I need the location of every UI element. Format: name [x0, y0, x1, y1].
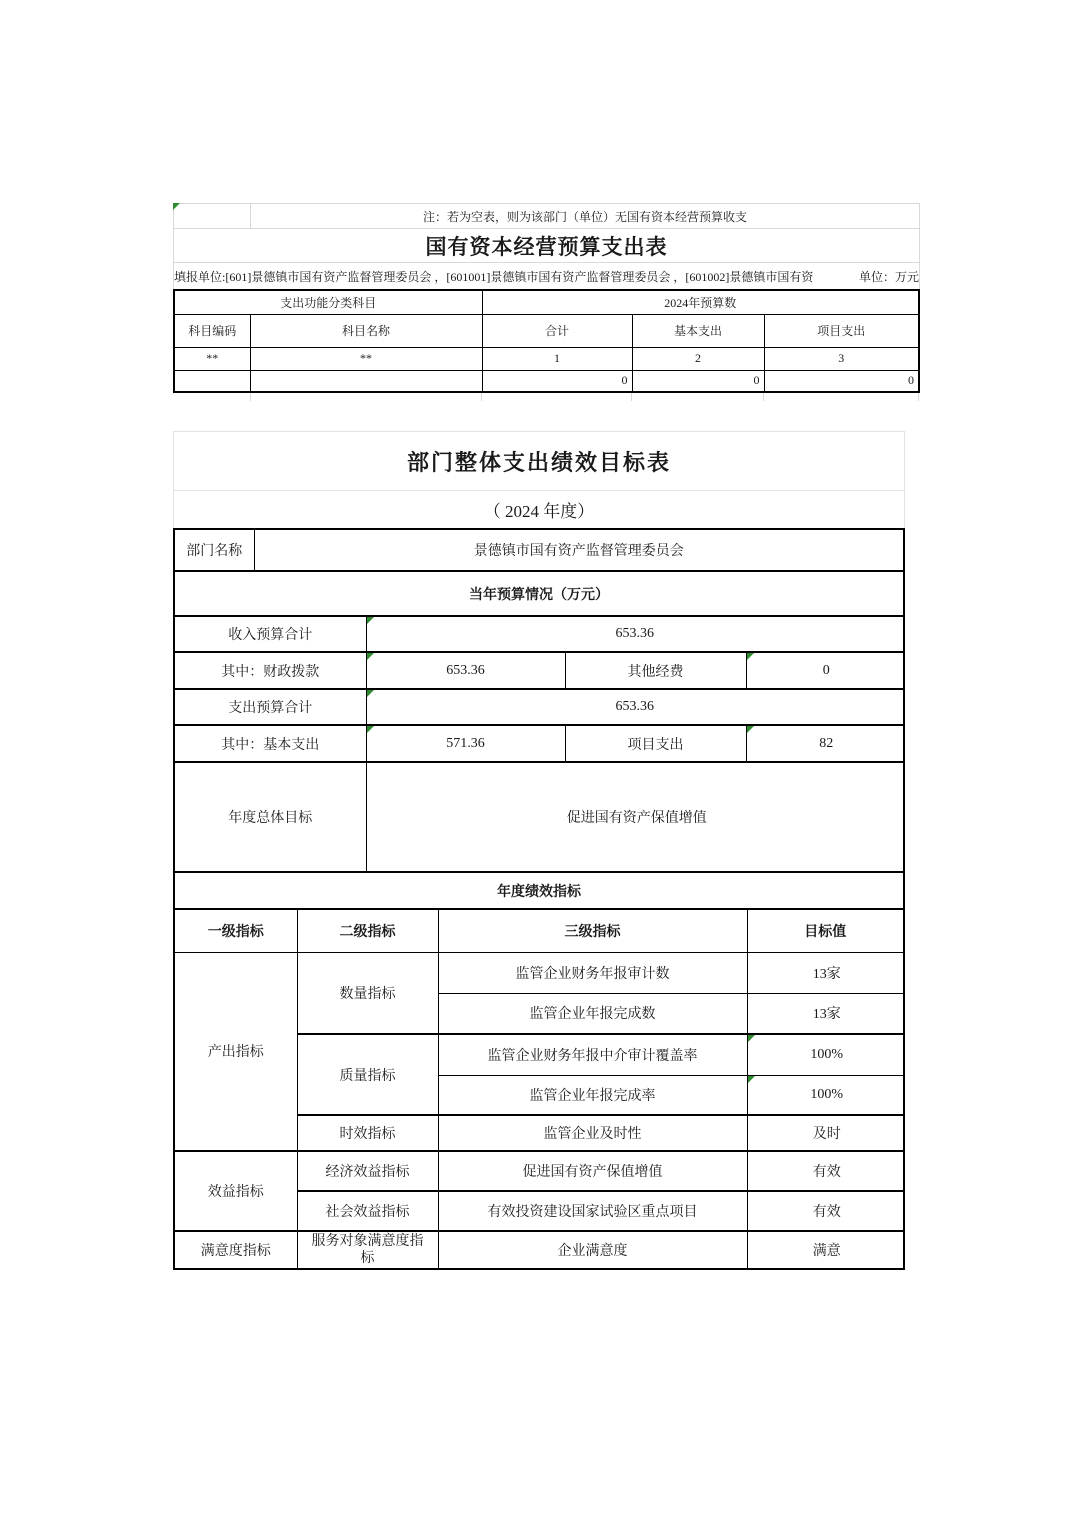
basic-expense-label: 其中：基本支出 — [175, 725, 366, 762]
fiscal-row — [175, 652, 903, 689]
project-expense-value: 82 — [746, 725, 903, 762]
level3-indicator: 促进国有资产保值增值 — [438, 1151, 747, 1191]
dept-name-value: 景德镇市国有资产监督管理委员会 — [254, 530, 903, 571]
col-header-total: 合计 — [482, 314, 632, 347]
target-value: 13家 — [747, 952, 903, 993]
indicators-section-title: 年度绩效指标 — [175, 872, 903, 909]
budget-section-table — [175, 572, 903, 910]
level2-service-satisfaction: 服务对象满意度指标 — [297, 1231, 438, 1268]
dept-name-label: 部门名称 — [175, 530, 254, 571]
income-total-value: 653.36 — [366, 616, 903, 652]
fiscal-label: 其中：财政拨款 — [175, 652, 366, 689]
level2-economic: 经济效益指标 — [297, 1151, 438, 1191]
target-value: 13家 — [747, 993, 903, 1034]
table2-title-area — [173, 431, 905, 528]
budget-section-title: 当年预算情况（万元） — [175, 572, 903, 616]
header-level2: 二级指标 — [297, 910, 438, 952]
table1-column-header-row — [174, 314, 919, 347]
table1-note: 注：若为空表，则为该部门（单位）无国有资本经营预算收支 — [422, 209, 747, 224]
level3-indicator: 监管企业财务年报审计数 — [438, 952, 747, 993]
budget-section-header-row — [175, 572, 903, 616]
level3-indicator: 监管企业及时性 — [438, 1115, 747, 1151]
basic-expense-row — [175, 725, 903, 762]
cell-flag-icon — [747, 726, 754, 733]
func-class-group-header: 支出功能分类科目 — [174, 290, 482, 314]
level3-indicator: 监管企业财务年报中介审计覆盖率 — [438, 1034, 747, 1075]
table-row — [175, 1151, 903, 1191]
cell-flag-icon — [367, 617, 374, 624]
table-row — [175, 1231, 903, 1268]
performance-target-table-block — [173, 431, 905, 1270]
other-funds-label: 其他经费 — [565, 652, 746, 689]
dept-name-table — [175, 530, 903, 572]
table1-title: 国有资本经营预算支出表 — [174, 229, 919, 263]
annual-goal-row — [175, 762, 903, 872]
cell-basic: 0 — [632, 370, 764, 392]
table2-title: 部门整体支出绩效目标表 — [174, 432, 904, 491]
cell-flag-icon — [367, 653, 374, 660]
level1-benefit: 效益指标 — [175, 1151, 297, 1231]
target-value: 100% — [747, 1034, 903, 1075]
level3-indicator: 有效投资建设国家试验区重点项目 — [438, 1191, 747, 1231]
cell-flag-icon — [367, 726, 374, 733]
annual-goal-value: 促进国有资产保值增值 — [366, 762, 903, 872]
col-header-name: 科目名称 — [250, 314, 482, 347]
table1-unit-row — [174, 263, 919, 289]
target-value: 及时 — [747, 1115, 903, 1151]
col-header-project: 项目支出 — [764, 314, 919, 347]
level2-quality: 质量指标 — [297, 1034, 438, 1115]
indicators-table — [175, 910, 903, 1268]
target-value: 有效 — [747, 1191, 903, 1231]
project-expense-label: 项目支出 — [565, 725, 746, 762]
other-funds-value: 0 — [746, 652, 903, 689]
level1-satisfaction: 满意度指标 — [175, 1231, 297, 1268]
table-row — [174, 347, 919, 370]
cell-name: ** — [250, 347, 482, 370]
header-level1: 一级指标 — [175, 910, 297, 952]
basic-expense-value: 571.36 — [366, 725, 565, 762]
expense-total-label: 支出预算合计 — [175, 689, 366, 725]
indicators-header-row — [175, 910, 903, 952]
table-row — [174, 370, 919, 392]
table2-main — [173, 528, 905, 1270]
col-header-basic: 基本支出 — [632, 314, 764, 347]
cell-total: 0 — [482, 370, 632, 392]
cell-flag-icon — [367, 690, 374, 697]
filler-unit-text: 填报单位:[601]景德镇市国有资产监督管理委员会 ，[601001]景德镇市国有资产监督管理委员会 ，[601002]景德镇市国有资 — [174, 269, 814, 284]
indicators-section-header-row — [175, 872, 903, 909]
header-target: 目标值 — [747, 910, 903, 952]
table1-group-header-row — [174, 290, 919, 314]
level3-indicator: 企业满意度 — [438, 1231, 747, 1268]
capital-budget-table-block — [173, 203, 920, 401]
cell-basic: 2 — [632, 347, 764, 370]
table1-grid — [173, 289, 920, 393]
level1-output: 产出指标 — [175, 952, 297, 1151]
header-level3: 三级指标 — [438, 910, 747, 952]
cell-project: 3 — [764, 347, 919, 370]
cell-name — [250, 370, 482, 392]
income-total-label: 收入预算合计 — [175, 616, 366, 652]
expense-total-value: 653.36 — [366, 689, 903, 725]
budget-2024-group-header: 2024年预算数 — [482, 290, 919, 314]
level2-timeliness: 时效指标 — [297, 1115, 438, 1151]
target-value: 100% — [747, 1075, 903, 1115]
target-value: 有效 — [747, 1151, 903, 1191]
level3-indicator: 监管企业年报完成数 — [438, 993, 747, 1034]
table2-subtitle: （ 2024 年度） — [483, 502, 595, 521]
income-total-row — [175, 616, 903, 652]
note-empty-cell — [174, 204, 251, 228]
table1-header-area — [173, 203, 920, 289]
cell-flag-icon — [747, 653, 754, 660]
col-header-code: 科目编码 — [174, 314, 250, 347]
table-row — [175, 952, 903, 993]
cell-code: ** — [174, 347, 250, 370]
cell-total: 1 — [482, 347, 632, 370]
cell-code — [174, 370, 250, 392]
gridline-stubs — [173, 393, 920, 401]
cell-flag-icon — [748, 1076, 755, 1083]
annual-goal-label: 年度总体目标 — [175, 762, 366, 872]
unit-label: 单位：万元 — [858, 269, 919, 284]
expense-total-row — [175, 689, 903, 725]
dept-name-row — [175, 530, 903, 571]
fiscal-value: 653.36 — [366, 652, 565, 689]
cell-project: 0 — [764, 370, 919, 392]
cell-flag-icon — [173, 203, 180, 210]
note-row — [174, 204, 919, 229]
level2-social: 社会效益指标 — [297, 1191, 438, 1231]
level3-indicator: 监管企业年报完成率 — [438, 1075, 747, 1115]
target-value: 满意 — [747, 1231, 903, 1268]
level2-quantity: 数量指标 — [297, 952, 438, 1034]
cell-flag-icon — [748, 1035, 755, 1042]
